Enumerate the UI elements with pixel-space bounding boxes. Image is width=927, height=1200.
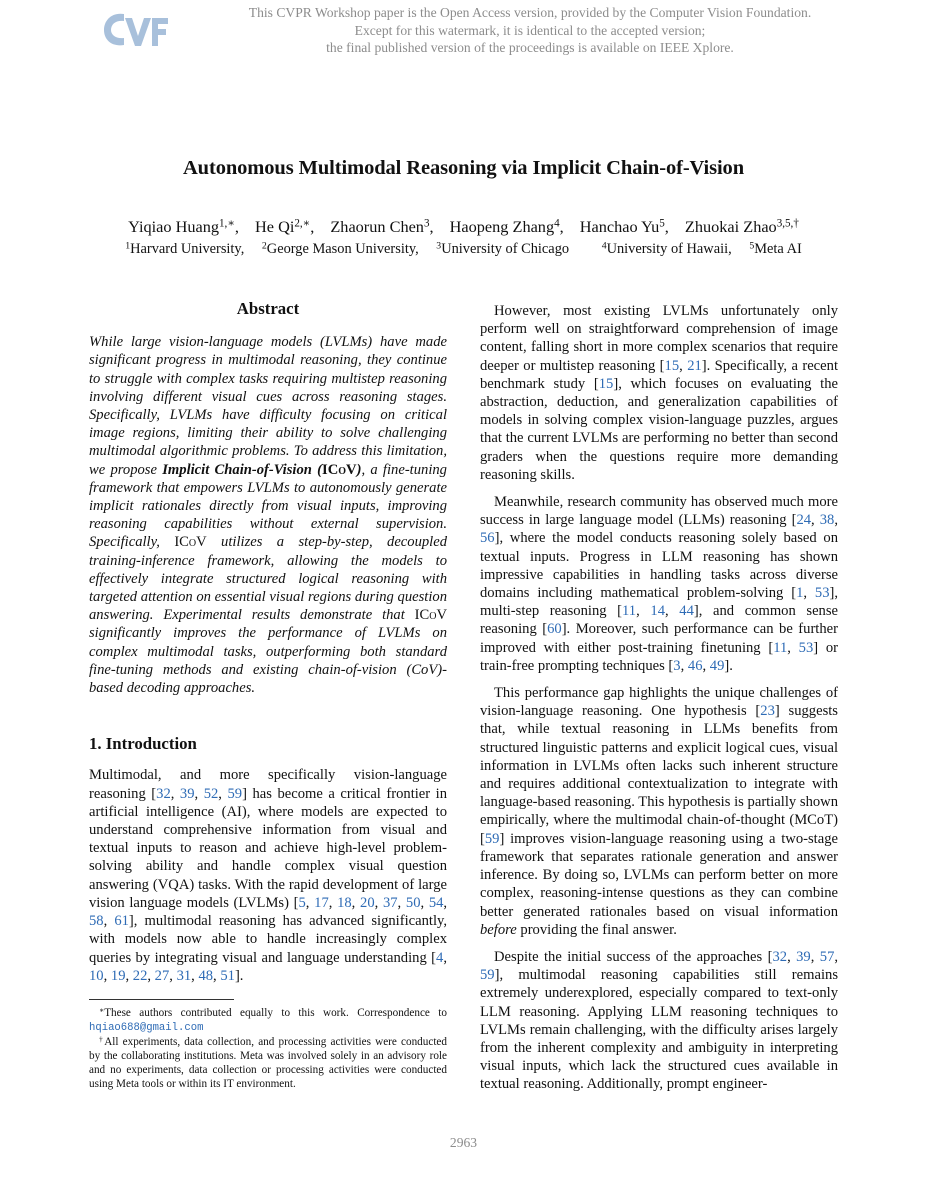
method-abbreviation: ICoV [322,461,357,478]
author: He $Qi^{2,∗}$, [255,217,315,236]
citation-link[interactable]: 44 [679,603,694,620]
citation-link[interactable]: 15 [598,375,614,392]
citation-link[interactable]: 59 [484,830,500,847]
author: Yiqiao Huang$^{1,∗}$, [128,217,239,236]
right-column [480,302,838,1103]
citation-link[interactable]: 14 [650,603,665,620]
citation-link[interactable]: 56 [480,530,495,547]
cvf-logo-mark [104,14,168,46]
correspondence-email-link[interactable]: hqiao688@gmail.com [89,1021,204,1034]
watermark-line-2: Except for this watermark, it is identical to the accepted version; [354,22,706,38]
affiliation: $^5$Meta AI [749,240,802,257]
citation-link[interactable]: 24 [796,512,812,529]
citation-link[interactable]: 46 [687,657,703,674]
abstract-text: While large vision-language models (LVLMs) have made significant progress in multimodal reasoning, they continue to struggle with complex tasks requiring multistep reasoning involving different visual cues across reasoning stages. Specifically, LVLMs have difficulty focusing on critical image regions, limiting their ability to solve challenging multimodal algorithmic problems. To address this limitation, we propose Implicit Chain-of-Vision (ICoV), a fine-tuning framework that empowers LVLMs to autonomously generate implicit rationales directly from visual inputs, improving reasoning capabilities without external supervision. Specifically, ICoV utilizes a step-by-step, decoupled training-inference framework, allowing the models to effectively integrate structured logical reasoning with targeted attention on essential visual regions during question answering. Experimental results demonstrate that ICoV significantly improves the performance of LVLMs on complex multimodal tasks, outperforming both standard fine-tuning methods and existing chain-of-vision (CoV)-based decoding approaches. [89,334,447,697]
citation-link[interactable]: 15 [664,357,680,374]
citation-link[interactable]: 58 [89,913,104,930]
citation-link[interactable]: 48 [198,967,214,984]
page-number: 2963 [449,1135,478,1150]
author-list [0,217,927,237]
citation-link[interactable]: 49 [709,657,725,674]
citation-link[interactable]: 11 [622,603,637,620]
citation-link[interactable]: 32 [772,948,788,965]
affiliation-list [0,241,927,258]
citation-link[interactable]: 1 [796,585,804,602]
citation-link[interactable]: 59 [480,967,495,984]
intro-paragraph: Multimodal, and more specifically vision-language reasoning [32, 39, 52, 59] has become a critical frontier in artificial intelligence (AI), where models are expected to understand comprehensive information from visual and textual inputs to reason and achieve high-level problem-solving ability and handle complex visual question answering (VQA) tasks. With the rapid development of large vision language models (LVLMs) [5, 17, 18, 20, 37, 50, 54, 58, 61], multimodal reasoning has advanced significantly, with models now able to handle increasingly complex queries by integrating visual and language understanding [4, 10, 19, 22, 27, 31, 48, 51]. [89,767,448,984]
paper-title: Autonomous Multimodal Reasoning via Implicit Chain-of-Vision [182,157,745,179]
citation-link[interactable]: 60 [547,621,562,638]
citation-link[interactable]: 54 [428,894,444,911]
author: Haopeng Zhang$^4$, [449,217,564,236]
citation-link[interactable]: 17 [314,894,329,911]
author: Zhuokai Zhao$^{3,5,\dagger}$ [684,217,799,236]
citation-link[interactable]: 19 [110,967,126,984]
footnote-equal-contribution: ∗These authors contributed equally to this work. Correspondence to hqiao688@gmail.com [89,1005,447,1034]
method-abbreviation: ICoV [414,607,447,624]
footnote-rule [89,999,234,1000]
citation-link[interactable]: 57 [819,948,835,965]
citation-link[interactable]: 31 [176,967,192,984]
citation-link[interactable]: 39 [179,785,195,802]
citation-link[interactable]: 59 [227,785,243,802]
citation-link[interactable]: 53 [798,639,814,656]
citation-link[interactable]: 20 [360,894,375,911]
citation-link[interactable]: 22 [132,967,148,984]
citation-link[interactable]: 32 [156,785,171,802]
author: Hanchao Yu$^5$, [579,217,669,236]
citation-link[interactable]: 23 [760,703,775,720]
method-abbreviation: ICoV [174,534,207,551]
cvf-logo [100,6,170,52]
citation-link[interactable]: 18 [337,894,352,911]
citation-link[interactable]: 5 [298,894,306,911]
citation-link[interactable]: 10 [89,967,104,984]
watermark-line-1: This CVPR Workshop paper is the Open Access version, provided by the Computer Vision Foundation. [248,5,812,20]
affiliation: $^1$Harvard University, [125,240,245,257]
emphasis: before [480,921,517,938]
citation-link[interactable]: 39 [796,948,811,965]
citation-link[interactable]: 21 [687,357,702,374]
abstract-heading: Abstract [236,299,300,318]
citation-link[interactable]: 4 [436,949,444,966]
affiliation: $^2$George Mason University, [261,240,419,257]
citation-link[interactable]: 53 [814,585,830,602]
citation-link[interactable]: 61 [114,913,129,930]
body-paragraph: This performance gap highlights the unique challenges of vision-language reasoning. One hypothesis [23] suggests that, while textual reasoning in LLMs benefits from structured linguistic patterns and explicit logical cues, visual information in LVLMs often lacks such inherent structure and requires additional contextualization to integrate with language-based reasoning. This hypothesis is partially shown empirically, where the multimodal chain-of-thought (MCoT) [59] improves vision-language reasoning using a two-stage framework that separates rationale generation and answer inference. By doing so, LVLMs can perform better on more complex, reasoning-intense questions as they can combine better generated rationales based on visual information before providing the final answer. [480,685,838,938]
watermark [230,4,830,57]
affiliation: $^3$University of Chicago [436,240,570,257]
citation-link[interactable]: 50 [405,894,421,911]
citation-link[interactable]: 27 [154,967,170,984]
left-column [89,300,447,1091]
body-paragraph: Despite the initial success of the approaches [32, 39, 57, 59], multimodal reasoning capabilities still remains extremely underexplored, especially compared to text-only LLM reasoning. Applying LLM reasoning techniques to LVLMs remain challenging, with the difficulty arises largely from the inherent complexity and ambiguity in interpreting visual inputs, which lack the structured cues available in textual reasoning. Additionally, prompt engineer- [480,948,839,1093]
author: Zhaorun Chen$^3$, [330,217,434,236]
body-paragraph: Meanwhile, research community has observed much more success in large language model (LLMs) reasoning [24, 38, 56], where the model conducts reasoning solely based on textual inputs. Progress in LLM reasoning has shown impressive capabilities in handling tasks across diverse domains including mathematical problem-solving [1, 53], multi-step reasoning [11, 14, 44], and common sense reasoning [60]. Moreover, such performance can be further improved with either post-training finetuning [11, 53] or train-free prompting techniques [3, 46, 49]. [480,494,839,674]
citation-link[interactable]: 11 [773,639,788,656]
watermark-line-3: the final published version of the proceedings is available on IEEE Xplore. [326,40,734,55]
section-heading-introduction: 1. Introduction [89,734,197,754]
citation-link[interactable]: 37 [382,894,398,911]
affiliation: $^4$University of Hawaii, [601,240,732,257]
citation-link[interactable]: 52 [203,785,219,802]
body-paragraph: However, most existing LVLMs unfortunately only perform well on straightforward comprehension of image content, falling short in more complex scenarios that require deeper or multistep reasoning [15, 21]. Specifically, a recent benchmark study [15], which focuses on evaluating the abstraction, deduction, and generalization capabilities of models in solving complex vision-language puzzles, argues that the current LVLMs are performing no better than second graders when the questions require more demanding reasoning skills. [480,303,838,483]
citation-link[interactable]: 51 [220,967,235,984]
citation-link[interactable]: 38 [819,512,835,529]
footnote-disclaimer: †All experiments, data collection, and processing activities were conducted by the collaborating institutions. Meta was involved solely in an advisory role and no experiments, data collection or processing activities were conducted using Meta tools or within its IT environment. [89,1034,447,1090]
citation-link[interactable]: 3 [673,657,681,674]
